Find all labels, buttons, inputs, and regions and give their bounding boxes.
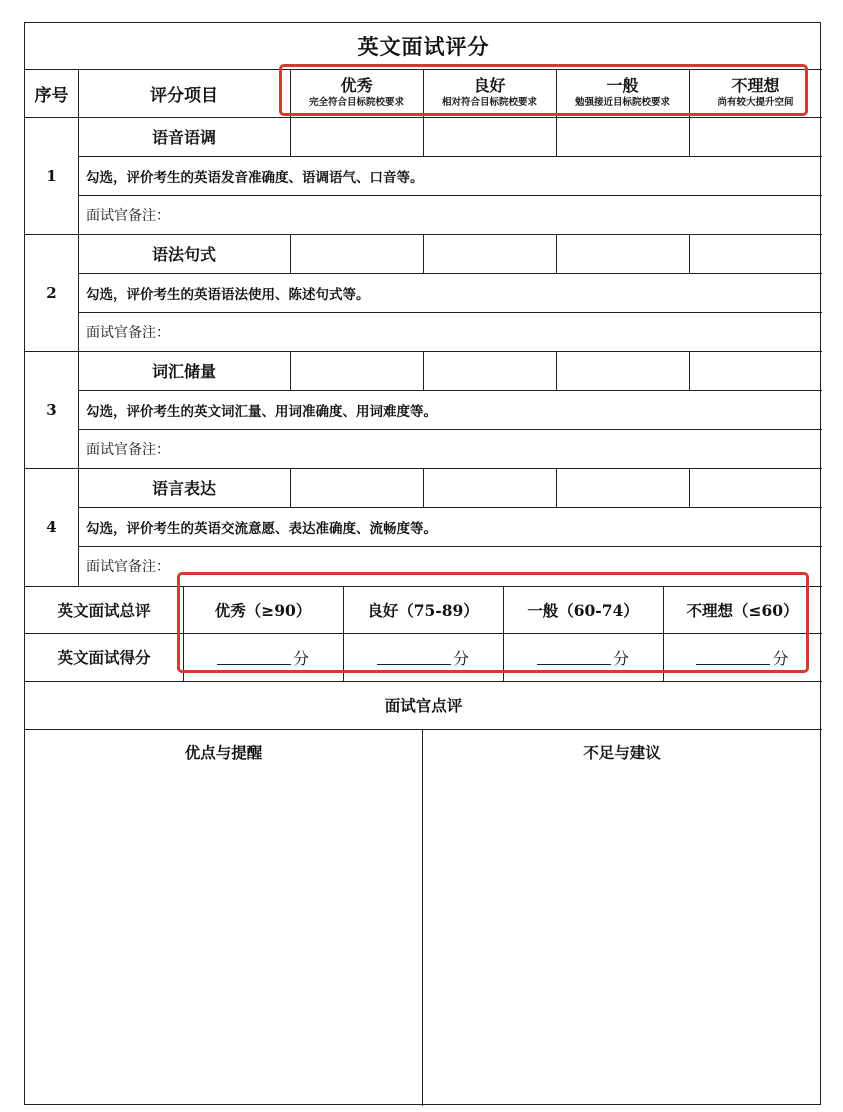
item-number: 1	[46, 166, 57, 185]
level-name: 不理想	[731, 75, 780, 95]
item-number: 3	[46, 400, 57, 419]
score-blank[interactable]	[377, 650, 451, 665]
item-description: 勾选，评价考生的英文词汇量、用词准确度、用词难度等。	[86, 403, 437, 420]
rating-cell-good[interactable]	[423, 468, 556, 507]
level-name: 良好	[473, 75, 506, 95]
score-blank[interactable]	[696, 650, 770, 665]
level-desc: 勉强接近目标院校要求	[574, 97, 670, 109]
score-field-excellent[interactable]	[183, 633, 343, 681]
item-name: 语法句式	[151, 245, 216, 264]
interviewer-note-field[interactable]: 面试官备注：	[86, 441, 170, 458]
level-desc: 尚有较大提升空间	[717, 97, 794, 109]
grade-option-average[interactable]: 一般（60-74）	[527, 600, 639, 620]
grade-option-good[interactable]: 良好（75-89）	[367, 600, 479, 620]
score-unit: 分	[292, 648, 309, 668]
interviewer-note-field[interactable]: 面试官备注：	[86, 559, 170, 575]
rating-cell-average[interactable]	[556, 351, 689, 390]
strengths-comment-area[interactable]	[25, 775, 422, 1106]
weaknesses-comment-area[interactable]	[422, 775, 822, 1106]
rating-cell-good[interactable]	[423, 234, 556, 273]
score-unit: 分	[612, 648, 629, 668]
rating-cell-excellent[interactable]	[290, 351, 423, 390]
interviewer-note-field[interactable]: 面试官备注：	[86, 207, 170, 224]
score-blank[interactable]	[537, 650, 611, 665]
rating-cell-poor[interactable]	[689, 234, 822, 273]
level-header-excellent	[290, 69, 423, 117]
score-unit: 分	[452, 648, 469, 668]
grade-option-poor[interactable]: 不理想（≤60）	[686, 600, 799, 620]
rating-cell-poor[interactable]	[689, 117, 822, 156]
score-field-poor[interactable]	[663, 633, 822, 681]
level-header-good	[423, 69, 556, 117]
strengths-heading: 优点与提醒	[184, 743, 263, 762]
index-header: 序号	[34, 85, 69, 106]
level-name: 优秀	[340, 75, 373, 95]
score-unit: 分	[772, 648, 789, 668]
rating-cell-good[interactable]	[423, 351, 556, 390]
rating-cell-excellent[interactable]	[290, 117, 423, 156]
item-number: 2	[46, 283, 57, 302]
rating-cell-poor[interactable]	[689, 351, 822, 390]
item-name: 语音语调	[151, 128, 216, 147]
item-name: 语言表达	[151, 479, 216, 498]
rating-cell-good[interactable]	[423, 117, 556, 156]
form-title: 英文面试评分	[357, 34, 490, 59]
score-field-average[interactable]	[503, 633, 663, 681]
level-desc: 完全符合目标院校要求	[308, 97, 404, 109]
weaknesses-heading: 不足与建议	[583, 743, 661, 762]
item-description: 勾选，评价考生的英语交流意愿、表达准确度、流畅度等。	[86, 520, 437, 537]
score-blank[interactable]	[217, 650, 291, 665]
rating-cell-average[interactable]	[556, 234, 689, 273]
interview-score-form	[24, 22, 821, 1105]
level-name: 一般	[606, 75, 639, 95]
item-number: 4	[46, 518, 57, 536]
rating-cell-average[interactable]	[556, 468, 689, 507]
score-label: 英文面试得分	[57, 648, 151, 667]
score-field-good[interactable]	[343, 633, 503, 681]
rating-cell-poor[interactable]	[689, 468, 822, 507]
rating-cell-excellent[interactable]	[290, 234, 423, 273]
grade-option-excellent[interactable]: 优秀（≥90）	[214, 600, 312, 620]
level-desc: 相对符合目标院校要求	[441, 97, 537, 109]
overall-rating-label: 英文面试总评	[57, 600, 151, 620]
interviewer-note-field[interactable]: 面试官备注：	[86, 324, 170, 341]
comments-title: 面试官点评	[384, 696, 463, 715]
level-header-average	[556, 69, 689, 117]
rating-cell-average[interactable]	[556, 117, 689, 156]
item-header: 评分项目	[150, 85, 218, 106]
level-header-poor	[689, 69, 822, 117]
item-name: 词汇储量	[151, 362, 216, 381]
item-description: 勾选，评价考生的英语语法使用、陈述句式等。	[86, 286, 370, 303]
rating-cell-excellent[interactable]	[290, 468, 423, 507]
item-description: 勾选，评价考生的英语发音准确度、语调语气、口音等。	[86, 169, 424, 186]
